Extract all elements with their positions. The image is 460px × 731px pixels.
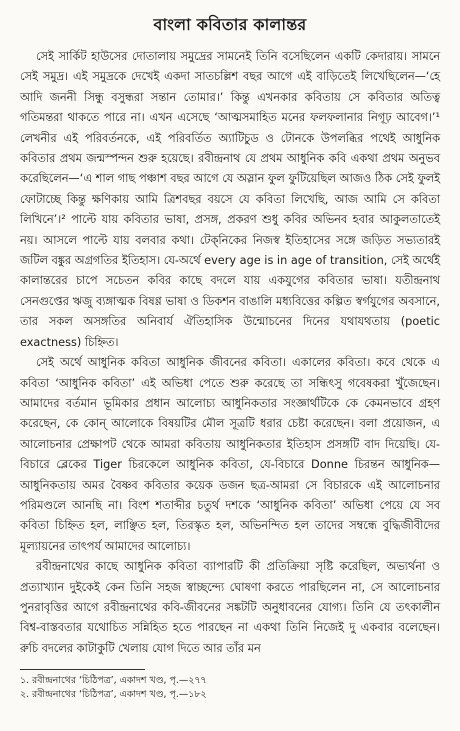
page-title: বাংলা কবিতার কালান্তর [153, 15, 307, 34]
footnote-divider [20, 669, 145, 670]
footnotes [20, 674, 440, 702]
footnote-1: ১. রবীন্দ্রনাথের ‘চিঠিপত্র’, একাদশ খণ্ড, পৃ.—২৭৭ [20, 675, 207, 687]
paragraph-3: রবীন্দ্রনাথের কাছে আধুনিক কবিতা ব্যাপারটি কী প্রতিক্রিয়া সৃষ্টি করেছিল, অভ্যর্থনা ও প্রত্যাখ্যান দুইকেই কেন তিনি সহজ স্বাচ্ছন্দ্যে ঘোষণা করতে পারছিলেন না, সে আলোচনার পুনরাবৃত্তির আগে রবীন্দ্রনাথের কবি-জীবনের সঙ্কটটি অনুধাবনের যোগ্য। তিনি যে তৎকালীন বিশ্ব-বাস্তবতার যথোচিত সন্নিহিত হতে পারছেন না একথা তিনি নিজেই দু একবার বলেছেন। রুচি বদলের কাটাকুটি খেলায় যোগ দিতে আর তাঁর মন [20, 560, 440, 655]
paragraph-1: সেই সার্কিট হাউসের দোতালায় সমুদ্রের সামনেই তিনি বসেছিলেন একটি কেদারায়। সামনে সেই সমুদ্র। এই সমুদ্রকে দেখেই একদা সাতচল্লিশ বছর আগে এই বাড়িতেই লিখেছিলেন—‘হে আদি জননী সিন্ধু বসুন্ধরা সন্তান তোমার।’ কিন্তু এখনকার কবিতায় সে কবিতার অতিত্ব গতিমন্তরা থাকতে পারে না। এখন এসেছে ‘আত্মসমাহিত মনের ফলফলানার নিগূঢ় আবেগ।’¹ লেখনীর এই পরিবর্তনকে, এই পরিবর্তিত অ্যাটিচুড ও টোনকে উপলব্ধির পথেই আধুনিক কবিতার প্রথম জন্মস্পন্দন শুরু হয়েছে। রবীন্দ্রনাথ যে প্রথম আধুনিক কবি একথা প্রথম অনুভব করেছিলেন—‘এ শাল গাছ পঞ্চাশ বছর আগে যে অস্লান ফুল ফুটিয়েছিল আজও ঠিক সেই ফুলই ফোটাচ্ছে কিন্তু ক্ষণিকায় আমি ত্রিশবছর বয়সে যে কবিতা লিখেছি, আজ আমি সে কবিতা লিখিনে’।² পাল্টে যায় কবিতার ভাষা, প্রসঙ্গ, প্রকরণ শুধু কবির অভিনব হবার আকুলতাতেই নয়। আসলে পাল্টে যায় বলবার কথা। টেক্‌নিকের নিজস্ব ইতিহাসের সঙ্গে জড়িত সভ্যতারই জটিল বঙ্কুর অগ্রগতির ইতিহাস। যে-অর্থে every age is in age of transition, সেই অর্থেই কালান্তরের চাপে সচেতন কবির কাছে বদলে যায় একযুগের কবিতার ভাষা। যতীন্দ্রনাথ সেনগুপ্তের ঋজু ব্যঙ্গাত্মক বিষণ্ণ ভাষা ও ডিকশন বাঙালি মধ্যবিত্তের কল্পিত স্বর্গযুগের অবসানে, তার সকল অসঙ্গতির অনিবার্য ঐতিহাসিক উন্মোচনের দিনের যথাযথতায় (poetic exactness) চিহ্নিত। [20, 50, 440, 349]
footnote-2: ২. রবীন্দ্রনাথের ‘চিঠিপত্র’, একাদশ খণ্ড, পৃ.—১৮২ [20, 689, 207, 701]
paragraph-2: সেই অর্থে আধুনিক কবিতা আধুনিক জীবনের কবিতা। একালের কবিতা। কবে থেকে এ কবিতা ‘আধুনিক কবিতা’ এই অভিধা পেতে শুরু করেছে তা সন্ধিৎসু গবেষকরা খুঁজেছেন। আমাদের বর্তমান ভূমিকার প্রধান আলোচ্য আধুনিকতার সংজ্ঞার্থটিকে কে কেমনভাবে গ্রহণ করেছেন, কে কোন্ আলোকে বিষয়টির মৌল সূত্রটি ধরার চেষ্টা করেছেন। বলা প্রয়োজন, এ আলোচনার প্রেক্ষাপট থেকে আমরা কবিতায় আধুনিকতার ইতিহাস প্রসঙ্গটি বাদ দিয়েছি। যে-বিচারে ব্লেকের Tiger চিরকেলে আধুনিক কবিতা, যে-বিচারে Donne চিরন্তন আধুনিক—আধুনিকতায় অমর বৈষ্ণব কবিতার কয়েক ডজন ছত্র-আমরা সে বিচারকে এই আলোচনার পরিমণ্ডলে আনছি না। বিংশ শতাব্দীর চতুর্থ দশকে ‘আধুনিক কবিতা’ অভিধা পেয়ে যে সব কবিতা চিহ্নিত হল, লাঞ্ছিত হল, তিরস্কৃত হল, অভিনন্দিত হল তাদের সম্বন্ধে বুদ্ধিজীবীদের মূল্যায়নের তাৎপর্য আমাদের আলোচ্য। [20, 356, 440, 553]
